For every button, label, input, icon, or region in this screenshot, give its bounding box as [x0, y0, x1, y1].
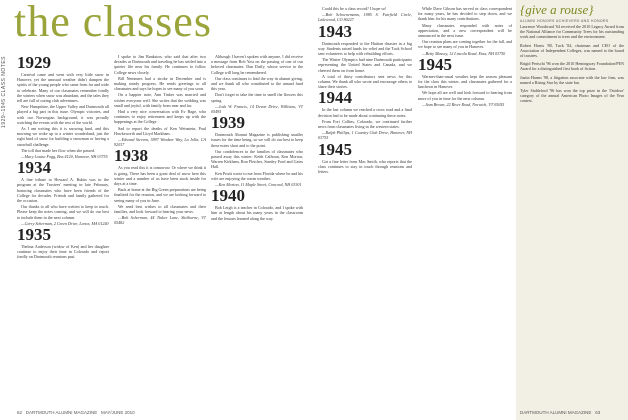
honor-item: Tyler Stableford '96 has won the top prize in the 'Outdoor' category of the annual American Photo Images of the Year contest. — [520, 88, 624, 104]
class-year-1945: 1945 — [318, 139, 352, 159]
correspondent-signature: —Ken Morton, 11 Maple Street, Concord, NH 03301 — [215, 182, 302, 188]
column-2 — [114, 54, 206, 408]
give-a-rouse-header — [520, 2, 624, 23]
sidebar-label: 1929–1945 CLASS NOTES — [1, 56, 7, 128]
paragraph: As you read this it is tomorrow. Or where we think it is going. There has been a great deal of snow here this winter and a number of us have been stuck inside for days at a time. — [114, 165, 206, 187]
paragraph: The toll that made her flow when she passed. — [21, 147, 96, 153]
give-a-rouse-title: {give a rouse} — [520, 2, 594, 17]
sidebar — [0, 0, 14, 420]
paragraph: Ken Pruitt wrote to me from Florida where he and his wife are enjoying the warm weather. — [211, 170, 303, 181]
correspondent-signature: —Mary Louise Fogg, Box 4120, Hanover, NH 03755 — [21, 154, 108, 160]
paragraph: Had a very nice conversation with Ev Bage, who continues to enjoy retirement and keeps up with the happenings at the College. — [114, 109, 206, 125]
page-title: the classes — [14, 0, 212, 46]
class-year-1944: 1944 — [318, 88, 352, 108]
correspondent-signature: —Bob Schoenemann, 1985 S. Fairfield Circle, Lakewood, CO 80227 — [318, 12, 412, 23]
paragraph: Our class continues to lead the way in alumni giving, and we thank all who contributed to the annual fund this year. — [211, 75, 303, 92]
honor-item: Robert Harris '80, Tuck '84, chairman and CEO of the Association of Independent Colleges, was named to the board of trustees. — [520, 42, 624, 59]
correspondent-signature: —Sam Brown, 22 River Road, Norwich, VT 05055 — [422, 101, 505, 107]
magazine-name-left: DARTMOUTH ALUMNI MAGAZINE — [25, 410, 98, 415]
paragraph: Could this be a class record? I hope so! — [322, 6, 387, 11]
class-year-1945-second: 1945 — [418, 54, 452, 74]
class-year-1929: 1929 — [17, 54, 51, 72]
correspondent-signature: —Josh W. Francis, 14 Devon Drive, Williston, VT 05495 — [211, 103, 303, 115]
paragraph: Our reunion plans are coming together for the fall, and we hope to see many of you in Hanover. — [418, 39, 512, 50]
correspondent-signature: —Bob Scherman, 44 Tinker Lane, Shelburne, VT 05482 — [114, 215, 206, 226]
paragraph: Carnival came and went with very little snow in Hanover, yet the unusual weather didn't dampen the spirits of the young people who came from far and wide to celebrate. Many of our classmates remember fondly the winters when snow was abundant, and the tales they tell are full of outing club adventures. — [17, 72, 109, 104]
column-3 — [211, 54, 303, 408]
paragraph: New Hampshire, the Upper Valley and Dartmouth all played a big part in this issue. Olympic victories, and with our Norwegian background, it was proudly watching the events with the rest of the world. — [17, 104, 109, 125]
class-year-1943: 1943 — [318, 21, 352, 41]
paragraph: A fine tribute to Howard A. Rubin was in the program at the Trustees' meeting in late February, honoring classmates who have been friends of the College for decades. Friends and family gathered for the occasion. — [17, 177, 109, 204]
correspondent-signature: —Edward Stevens, 5997 Windsor Way, La Jolla, CA 92037 — [114, 137, 206, 148]
class-year-1940: 1940 — [211, 186, 245, 206]
footer-left — [17, 410, 135, 415]
paragraph: As I am writing this it is snowing hard, and this morning we woke up to a winter wonderland, just the right kind of snow for building a snowman or having a snowball challenge. — [17, 126, 109, 147]
class-year-1935: 1935 — [17, 225, 51, 245]
paragraph: Bob Leigh is a teacher in Colorado, and I spoke with him at length about his many years in the classroom and the lessons learned along the way. — [211, 205, 303, 221]
paragraph: Warmer-than-usual weather kept the season pleasant for the class this winter, and classmates gathered for a luncheon in Hanover. — [418, 73, 512, 90]
paragraph: Back at home at the Big Green preparations are being finalized for the reunion, and we are looking forward to seeing many of you in June. — [114, 187, 206, 203]
honor-item: Brigid Pertschi '96 won the 2010 Hemingway Foundation/PEN Award for a distinguished first book of fiction. — [520, 61, 624, 72]
paragraph: Sad to report the deaths of Ken Weinstein, Paul Hawksworth and Lloyd Markham. — [114, 125, 206, 136]
correspondent-signature: —Betty Massey, 12 Lincoln Road, Etna, NH 03750 — [422, 50, 506, 56]
paragraph: Bill Nemmers had a stroke in December and is making steady progress. He sends greetings to all classmates and says he hopes to see many of you soon. — [114, 75, 206, 92]
give-a-rouse-subtitle: ALUMNI HONORS ACHIEVERS AND HONORS — [520, 19, 609, 23]
class-year-1938: 1938 — [114, 146, 148, 166]
paragraph: Thelma Anderson (widow of Ken) and her daughter continue to enjoy their time in Colorado and report fondly on Dartmouth reunions past. — [17, 244, 109, 260]
paragraph: The Winter Olympics had nine Dartmouth participants representing the United States and Canada, and we cheered them on from home. — [318, 57, 412, 73]
paragraph: Dartmouth responded to the Haitian disaster in a big way. Students raised funds for relief and the Tuck School sent volunteers to help with rebuilding efforts. — [318, 40, 412, 57]
paragraph: In the last column we reached a cross road and a final decision had to be made about continuing these notes. — [318, 107, 412, 118]
column-5 — [418, 6, 512, 408]
paragraph: Don't forget to take the time to smell the flowers this spring. — [211, 92, 303, 103]
paragraph: While Dave Gibson has served as class correspondent for many years, he has decided to step down, and we thank him for his many contributions. — [418, 6, 512, 22]
footer-right — [520, 410, 600, 415]
paragraph: We send best wishes to all classmates and their families, and look forward to hearing your news. — [114, 203, 206, 215]
column-1 — [17, 54, 109, 408]
paragraph: A total of thirty contributors sent news for this column. We thank all who wrote and encourage others to share their stories. — [318, 73, 412, 90]
correspondent-signature: —Gerry Scherman, 2 Green Drive, Lenox, MA 01240 — [21, 220, 109, 226]
paragraph: Got a fine letter from Mac Smith, who reports that the class continues to stay in touch through reunions and letters. — [318, 158, 412, 175]
magazine-name-right: DARTMOUTH ALUMNI MAGAZINE — [520, 410, 592, 415]
paragraph: Many classmates responded with notes of appreciation, and a new correspondent will be announced in the next issue. — [418, 22, 512, 39]
issue-date: MAY/JUNE 2010 — [100, 410, 135, 415]
paragraph: Although I haven't spoken with anyone, I did receive a message from Bob Yost on the passing of one of our beloved classmates. Dan Duffy, whose service to the College will long be remembered. — [211, 54, 303, 75]
paragraph: On a happier note, Ann Tinker was married and wishes everyone well. She writes that the wedding was small and joyful, with family from near and far. — [114, 92, 206, 108]
column-4 — [318, 6, 412, 408]
class-year-1939: 1939 — [211, 113, 245, 133]
give-a-rouse-column — [520, 24, 624, 408]
paragraph: From Fort Collins, Colorado, we continued further news from classmates living in the western states. — [318, 118, 412, 130]
class-year-1934: 1934 — [17, 158, 51, 178]
paragraph: Our thanks to all who have written to keep in touch. Please keep the notes coming, and we will do our best to include them in the next column. — [17, 204, 109, 220]
honor-item: Laurence Woodward '64 received the 2010 Legacy Award from the National Alliance for Community Trees for his outstanding work and commitment to trees and the environment. — [520, 24, 624, 40]
paragraph: Dartmouth Alumni Magazine is publishing smaller issues for the time being, so we will do our best to keep these notes short and to the point. — [211, 132, 303, 148]
paragraph: I spoke to Jim Bankston, who said that after two decades at Dartmouth and traveling he has settled into a quieter life near his family. He continues to follow College news closely. — [114, 54, 206, 75]
paragraph: We hope all are well and look forward to hearing from more of you in time for the next column. — [418, 90, 512, 101]
page-number-right: 63 — [595, 410, 601, 415]
page-number-left: 62 — [17, 410, 23, 415]
honor-item: Justin Harms '98, a litigation associate with the law firm, was named a Rising Star by the state bar. — [520, 74, 624, 85]
correspondent-signature: —Ralph Phillips, 1 Country Club Drive, Hanover, NH 03755 — [318, 130, 412, 141]
paragraph: Our condolences to the families of classmates who passed away this winter: Keith Calhoun, Ken Morton, Warren Kirkham, Ron Fletcher, Stanley Ford and Gates Hall. — [211, 148, 303, 170]
